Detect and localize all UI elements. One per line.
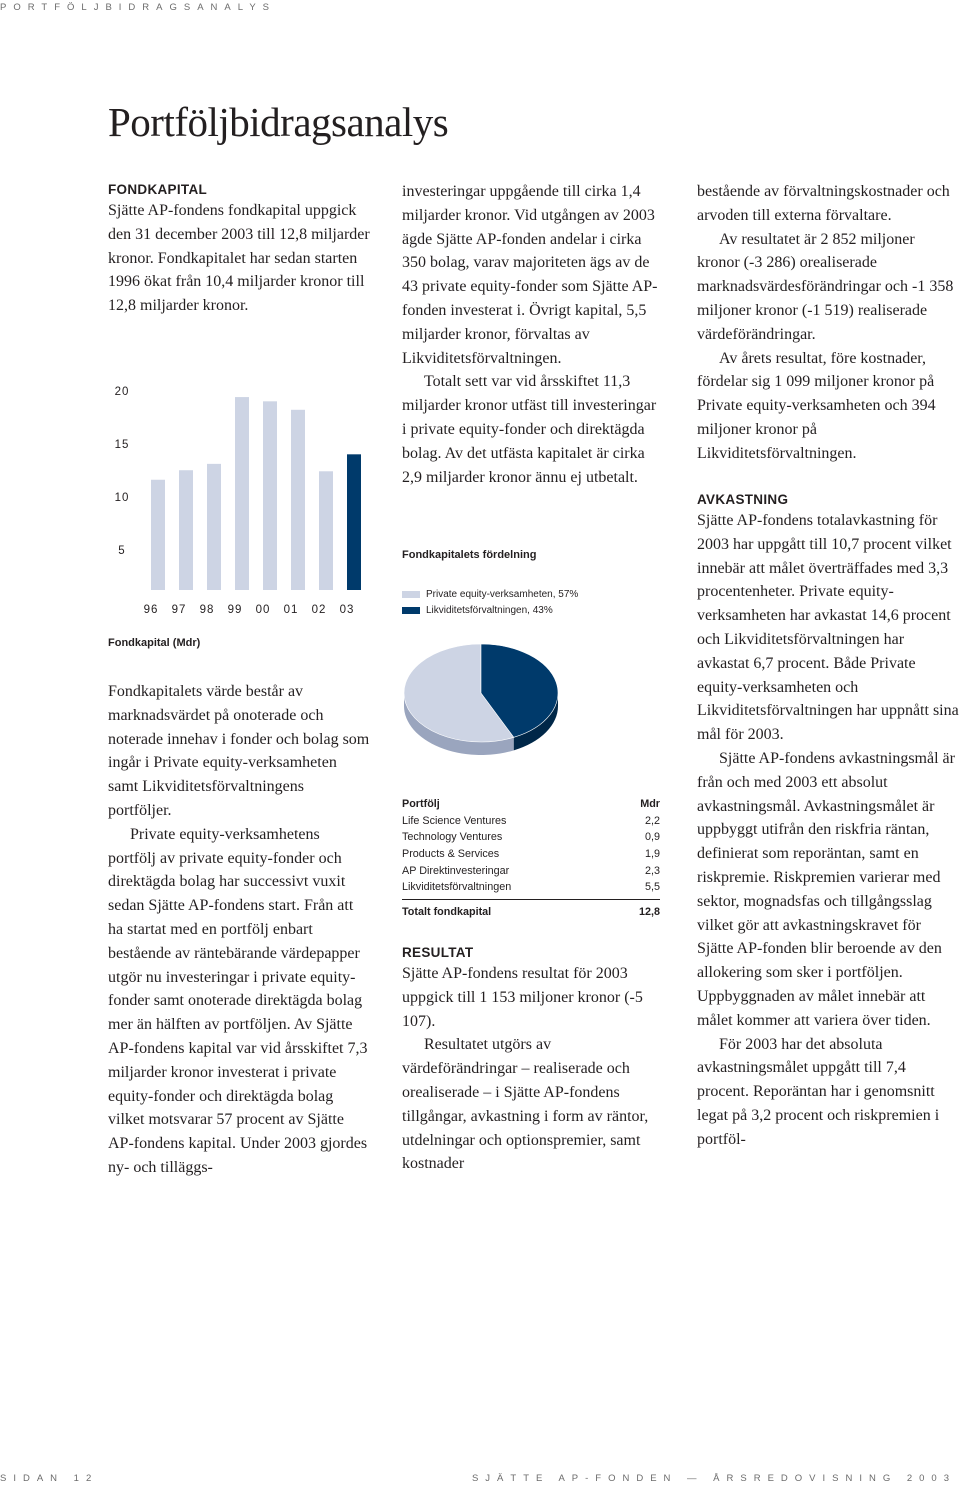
table-total-label: Totalt fondkapital: [402, 899, 618, 919]
footer-publication: SJÄTTE AP-FONDEN — ÅRSREDOVISNING 2003: [471, 1473, 956, 1484]
pie-legend: [402, 586, 662, 618]
x-tick-label: 01: [283, 604, 299, 616]
table-cell-value: 2,2: [644, 814, 660, 827]
paragraph: Sjätte AP-fondens fondkapital uppgick den 31 december 2003 till 12,8 miljarder kronor. Fondkapitalet har sedan starten 1996 ökat från 10,4 miljarder kronor till 12,8 miljarder kronor.: [108, 202, 370, 315]
legend-label: Likviditetsförvaltningen, 43%: [426, 604, 553, 616]
legend-label: Private equity-verksamheten, 57%: [426, 588, 579, 600]
table-cell-label: Life Science Ventures: [402, 814, 507, 827]
table-cell-value: 5,5: [644, 881, 660, 894]
page-title: Portföljbidragsanalys: [108, 99, 449, 145]
y-tick-label: 20: [114, 386, 130, 398]
bar-chart-caption: Fondkapital (Mdr): [108, 637, 201, 649]
bar-00: [263, 401, 277, 590]
legend-swatch: [402, 607, 420, 614]
table-cell-label: Products & Services: [402, 848, 500, 861]
table-cell-value: 0,9: [644, 831, 660, 844]
table-cell-label: AP Direktinvesteringar: [402, 864, 510, 877]
table-cell-value: 2,3: [644, 864, 660, 877]
paragraph: Av resultatet är 2 852 miljoner kronor (-3 286) orealiserade marknadsvärdesförändringar och -1 358 miljoner kronor (-1 519) realiserade värdeförändringar.: [697, 230, 954, 343]
paragraph: Private equity-verksamhetens portfölj av private equity-fonder och direktägda bolag har successivt vuxit sedan Sjätte AP-fondens start. Från att ha startat med en portfölj enbart bestående av räntebärande värdepapper utgör nu investeringar i private equity-fonder samt onoterade direktägda bolag mer än hälften av portföljen. Av Sjätte AP-fondens kapital var vid årsskiftet 7,3 miljarder kronor investerat i private equity-fonder och direktägda bolag vilket motsvarar 57 procent av Sjätte AP-fondens kapital. Under 2003 gjordes ny- och tilläggs-: [108, 825, 368, 1176]
section-heading-resultat: RESULTAT: [402, 945, 474, 960]
paragraph: bestående av förvaltningskostnader och arvoden till externa förvaltare.: [697, 183, 950, 224]
paragraph: Totalt sett var vid årsskiftet 11,3 miljarder kronor utfäst till investeringar i private equity-fonder och direktägda bolag. Av det utfästa kapitalet är cirka 2,9 miljarder kronor ännu ej utbetalt.: [402, 373, 657, 486]
paragraph: Sjätte AP-fondens totalavkastning för 2003 har uppgått till 10,7 procent vilket innebär att målet överträffades med 3,3 procentenheter. Private equity-verksamheten har avkastat 14,6 procent och Likviditetsförvaltningen har avkastat 6,7 procent. Både Private equity-verksamheten och Likviditetsförvaltningen har uppnått sina mål för 2003.: [697, 512, 959, 744]
table-total-value: 12,8: [618, 899, 660, 919]
table-row: [402, 829, 660, 846]
bar-02: [319, 471, 333, 590]
footer-page-number: SIDAN 12: [0, 1473, 99, 1484]
table-cell-label: Technology Ventures: [402, 831, 503, 844]
table-header-row: [402, 796, 660, 813]
fondkapital-bar-chart: [100, 360, 380, 660]
bar-98: [207, 464, 221, 590]
paragraph: Resultatet utgörs av värdeförändringar – realiserade och orealiserade – i Sjätte AP-fondens tillgångar, avkastning i form av räntor, utdelningar och optionspremier, samt kostnader: [402, 1036, 649, 1173]
column-2: [402, 180, 664, 489]
paragraph: Fondkapitalets värde består av marknadsvärdet på onoterade och noterade innehav i fonder och bolag som ingår i Private equity-verksamheten samt Likviditetsförvaltningens portföljer.: [108, 683, 370, 819]
column-3-avkastning: [697, 492, 959, 1152]
pie-chart-title: Fondkapitalets fördelning: [402, 549, 537, 561]
legend-swatch: [402, 591, 420, 598]
paragraph: För 2003 har det absoluta avkastningsmålet uppgått till 7,4 procent. Reporäntan har i genomsnitt legat på 3,2 procent och riskpremien i portföl-: [697, 1035, 940, 1148]
x-tick-label: 97: [171, 604, 187, 616]
column-1-body: [108, 680, 370, 1180]
x-axis-labels: [144, 604, 355, 616]
bar-96: [151, 480, 165, 590]
table-row: [402, 813, 660, 830]
x-tick-label: 98: [199, 604, 215, 616]
table-total-row: [402, 899, 660, 919]
paragraph: investeringar uppgående till cirka 1,4 miljarder kronor. Vid utgången av 2003 ägde Sjätte AP-fonden andelar i cirka 350 bolag, varav majoriteten ägs av de 43 private equity-fonder som Sjätte AP-fonden investerat i. Övrigt kapital, 5,5 miljarder kronor, förvaltas av Likviditetsförvaltningen.: [402, 183, 658, 367]
column-1: [108, 182, 370, 318]
column-2-resultat: [402, 945, 664, 1176]
x-tick-label: 02: [311, 604, 327, 616]
bar-97: [179, 470, 193, 590]
bar-03: [347, 454, 361, 590]
table-header-label: Portfölj: [402, 798, 440, 811]
legend-item: [402, 586, 662, 602]
y-tick-label: 10: [114, 492, 130, 504]
portfolio-table: [402, 796, 660, 919]
running-header: PORTFÖLJBIDRAGSANALYS: [0, 2, 276, 13]
paragraph: Av årets resultat, före kostnader, fördelar sig 1 099 miljoner kronor på Private equity-verksamheten och 394 miljoner kronor på Likviditetsförvaltningen.: [697, 349, 936, 462]
paragraph: Sjätte AP-fondens avkastningsmål är från och med 2003 ett absolut avkastningsmål. Avkastningsmålet är uppbyggt utifrån den riskfria räntan, definierat som reporäntan, samt en riskpremie. Riskpremien varierar med sektor, mognadsfas och tillgångsslag vilket gör att avkastningskravet för Sjätte AP-fonden blir beroende av den allokering som sker i portföljen. Uppbyggnaden av målet innebär att målet kommer att variera över tiden.: [697, 749, 955, 1029]
table-cell-label: Likviditetsförvaltningen: [402, 881, 512, 894]
y-tick-label: 15: [114, 439, 130, 451]
bar-99: [235, 397, 249, 590]
fondkapital-pie-chart: [398, 640, 568, 765]
x-tick-label: 03: [339, 604, 355, 616]
table-cell-value: 1,9: [644, 848, 660, 861]
y-tick-label: 5: [118, 545, 126, 557]
x-tick-label: 99: [227, 604, 243, 616]
legend-item: [402, 602, 662, 618]
table-row: [402, 862, 660, 879]
y-axis-ticks: [115, 386, 130, 557]
bar-series: [151, 397, 361, 590]
table-row: [402, 846, 660, 863]
column-3: [697, 180, 959, 466]
bar-01: [291, 410, 305, 590]
x-tick-label: 00: [255, 604, 271, 616]
x-tick-label: 96: [143, 604, 159, 616]
table-header-unit: Mdr: [640, 798, 660, 811]
pie-slices: [404, 644, 558, 755]
paragraph: Sjätte AP-fondens resultat för 2003 uppgick till 1 153 miljoner kronor (-5 107).: [402, 965, 643, 1030]
table-row: [402, 879, 660, 899]
section-heading-fondkapital: FONDKAPITAL: [108, 182, 208, 197]
section-heading-avkastning: AVKASTNING: [697, 492, 789, 507]
